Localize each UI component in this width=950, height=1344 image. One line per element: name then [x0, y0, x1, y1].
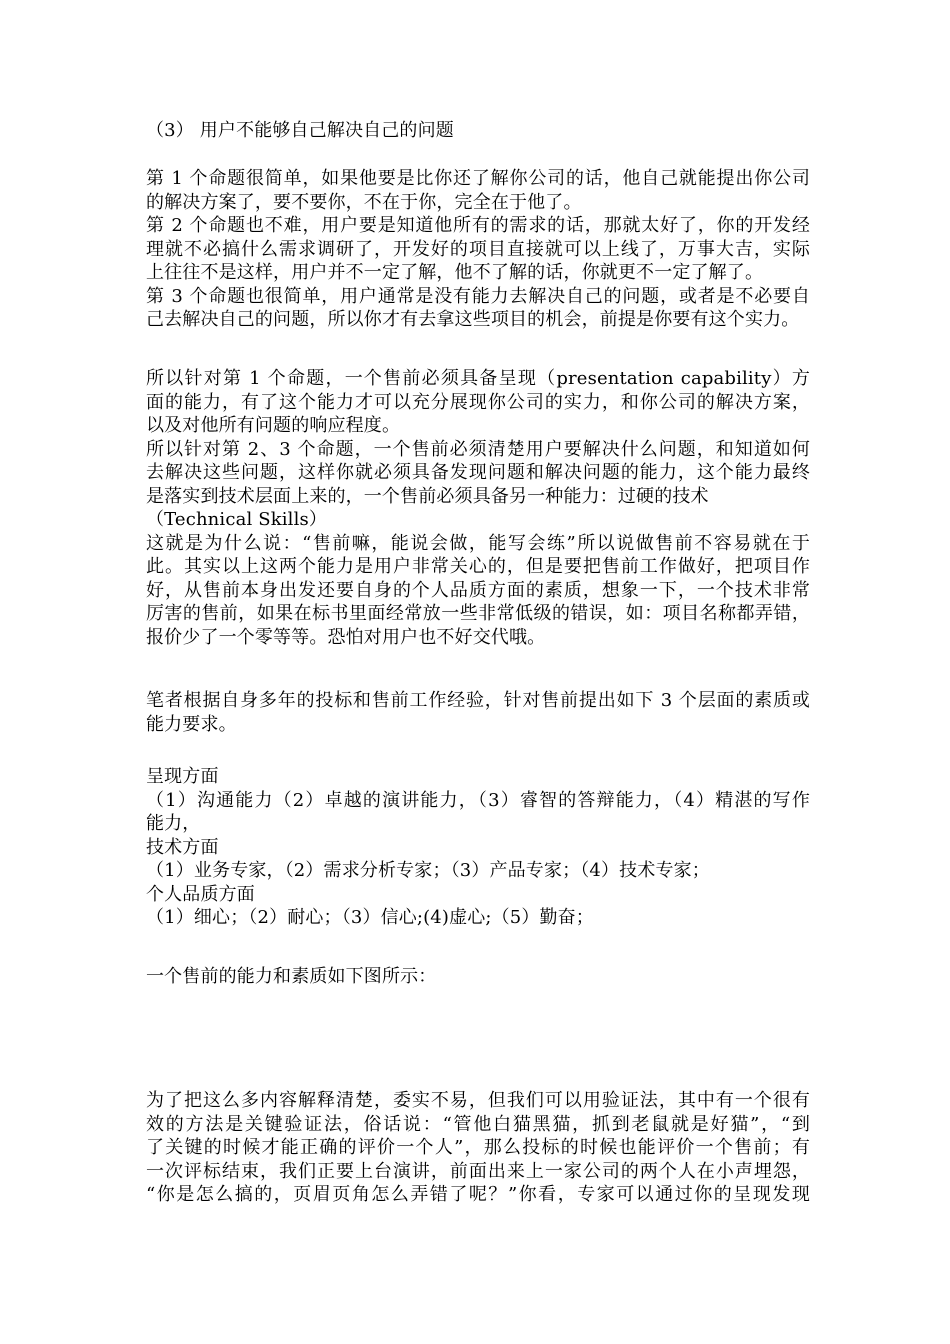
text-line: 所以针对第 2、3 个命题，一个售前必须清楚用户要解决什么问题，和知道如何 [146, 438, 810, 460]
text-line: 以及对他所有问题的响应程度。 [146, 415, 401, 436]
text-line: 能力要求。 [146, 713, 237, 735]
text-line: 笔者根据自身多年的投标和售前工作经验，针对售前提出如下 3 个层面的素质或 [146, 690, 810, 711]
text-line: 效的方法是关键验证法，俗话说：“管他白猫黑猫，抓到老鼠就是好猫”，“到 [146, 1113, 810, 1135]
text-line: 为了把这么多内容解释清楚，委实不易，但我们可以用验证法，其中有一个很有 [146, 1090, 810, 1111]
text-line: 己去解决自己的问题，所以你才有去拿这些项目的机会，前提是你要有这个实力。 [146, 309, 800, 330]
text-line: 所以针对第 1 个命题，一个售前必须具备呈现（presentation capability）方 [146, 368, 810, 389]
text-line: 此。其实以上这两个能力是用户非常关心的，但是要把售前工作做好，把项目作 [146, 556, 810, 577]
text-line: 的解决方案了，要不要你，不在于你，完全在于他了。 [146, 191, 582, 213]
technical-heading: 技术方面 [146, 836, 219, 858]
problem-3-line [146, 119, 810, 143]
presentation-items: （1）沟通能力（2）卓越的演讲能力，（3）睿智的答辩能力，（4）精湛的写作 [146, 789, 810, 811]
text-line: 好，从售前本身出发还要自身的个人品质方面的素质，想象一下，一个技术非常 [146, 579, 810, 601]
text-line: 了关键的时候才能正确的评价一个人”，那么投标的时候也能评价一个售前；有 [146, 1137, 810, 1158]
figure-intro [146, 965, 810, 989]
verification-paragraph [146, 1089, 810, 1207]
text-line: 上往往不是这样，用户并不一定了解，他不了解的话，你就更不一定了解了。 [146, 262, 764, 283]
text-line: （3） 用户不能够自己解决自己的问题 [146, 120, 454, 141]
text-line: 是落实到技术层面上来的，一个售前必须具备另一种能力：过硬的技术 [146, 485, 709, 507]
requirements-intro-paragraph [146, 689, 810, 736]
text-line: 第 2 个命题也不难，用户要是知道他所有的需求的话，那就太好了，你的开发经 [146, 215, 810, 236]
text-line: 理就不必搞什么需求调研了，开发好的项目直接就可以上线了，万事大吉，实际 [146, 238, 810, 260]
personal-items: （1）细心；（2）耐心；（3）信心;(4)虚心;（5）勤奋； [146, 907, 594, 928]
text-line: 厉害的售前，如果在标书里面经常放一些非常低级的错误，如：项目名称都弄错， [146, 603, 810, 624]
text-line: 一次评标结束，我们正要上台演讲，前面出来上一家公司的两个人在小声埋怨， [146, 1160, 810, 1182]
text-line: 这就是为什么说：“售前嘛，能说会做，能写会练”所以说做售前不容易就在于 [146, 532, 810, 554]
presentation-items: 能力， [146, 813, 201, 834]
text-line: 一个售前的能力和素质如下图所示： [146, 966, 437, 987]
text-line: 第 1 个命题很简单，如果他要是比你还了解你公司的话，他自己就能提出你公司 [146, 168, 810, 189]
text-line: 第 3 个命题也很简单，用户通常是没有能力去解决自己的问题，或者是不必要自 [146, 285, 810, 307]
text-line: 去解决这些问题，这样你就必须具备发现问题和解决问题的能力，这个能力最终 [146, 462, 810, 483]
requirements-list [146, 765, 810, 930]
presentation-heading: 呈现方面 [146, 766, 219, 787]
personal-heading: 个人品质方面 [146, 883, 255, 905]
figure-placeholder [146, 996, 810, 1082]
text-line: 报价少了一个零等等。恐怕对用户也不好交代哦。 [146, 626, 546, 648]
proposition-analysis-paragraph [146, 167, 810, 332]
text-line: 面的能力，有了这个能力才可以充分展现你公司的实力，和你公司的解决方案， [146, 391, 810, 413]
capability-paragraph [146, 367, 810, 649]
text-line: “你是怎么搞的，页眉页角怎么弄错了呢？”你看，专家可以通过你的呈现发现 [146, 1184, 810, 1205]
text-line: （Technical Skills） [146, 509, 328, 530]
technical-items: （1）业务专家，（2）需求分析专家；（3）产品专家；（4）技术专家； [146, 860, 710, 881]
